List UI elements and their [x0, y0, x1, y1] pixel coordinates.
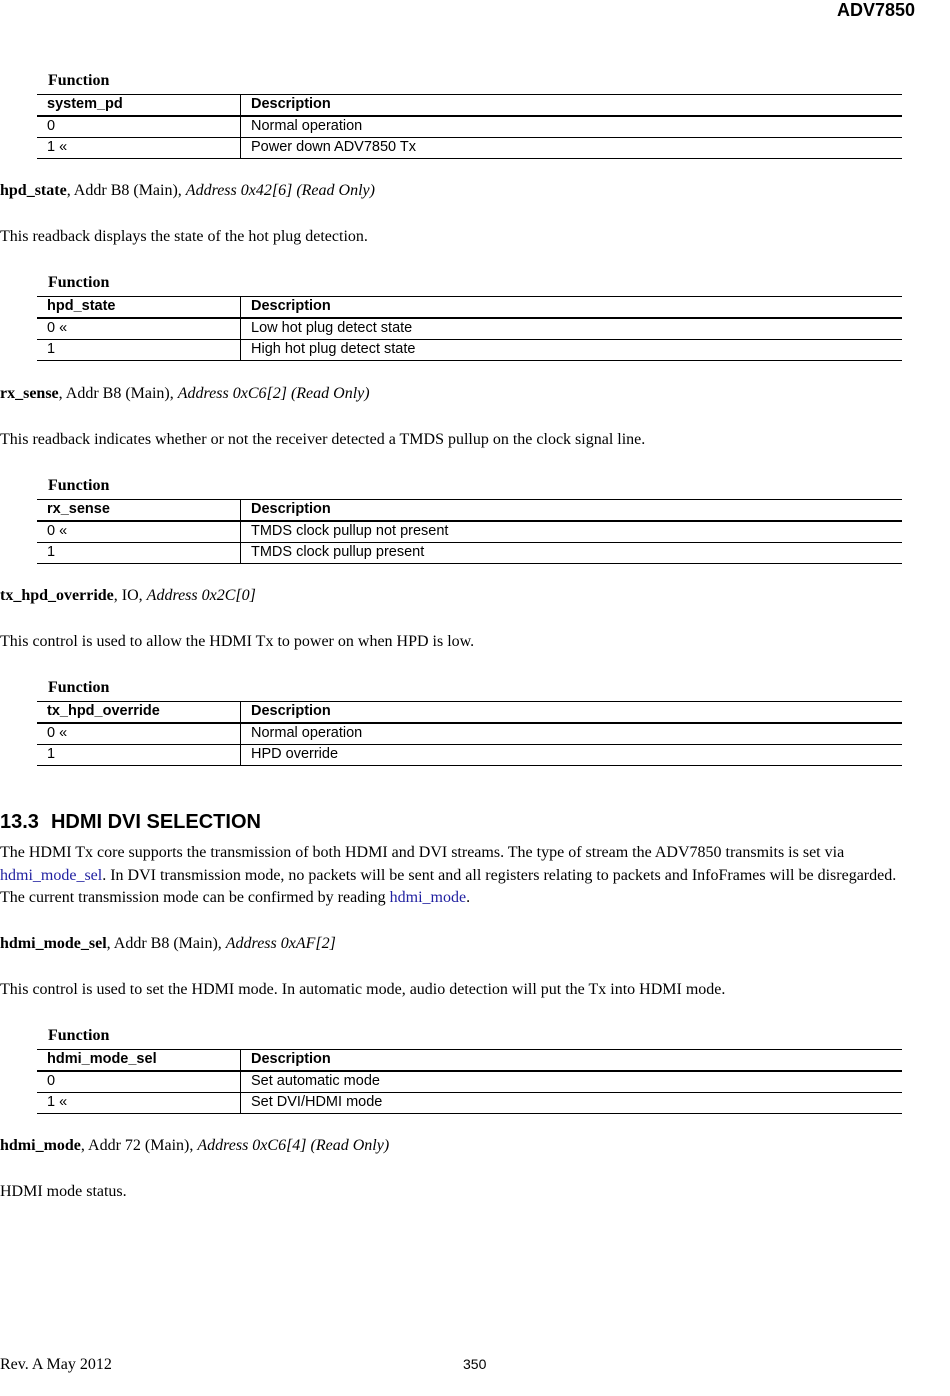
table-row: [37, 1071, 902, 1093]
rx-sense-table: [37, 499, 902, 564]
description-column-header: Description: [241, 1050, 903, 1072]
description-cell: TMDS clock pullup present: [241, 543, 903, 564]
register-column-header: tx_hpd_override: [37, 702, 241, 724]
value-cell: 0 «: [37, 723, 241, 745]
register-location: , Addr B8 (Main),: [58, 385, 178, 402]
description-cell: TMDS clock pullup not present: [241, 521, 903, 543]
description-cell: Normal operation: [241, 723, 903, 745]
hpd-state-table: [37, 296, 902, 361]
table-row: [37, 543, 902, 564]
value-cell: 0 «: [37, 318, 241, 340]
register-description: This control is used to allow the HDMI Tx to power on when HPD is low.: [0, 633, 475, 650]
description-cell: High hot plug detect state: [241, 340, 903, 361]
table-header-row: [37, 1050, 902, 1072]
table-function-label: Function: [48, 274, 110, 291]
paragraph-text: . In DVI transmission mode, no packets will be sent and all registers relating to packets and InfoFrames will be disregarded. The current transmission mode can be confirmed by reading: [0, 866, 897, 906]
paragraph-text: The HDMI Tx core supports the transmission of both HDMI and DVI streams. The type of stream the ADV7850 transmits is set via: [0, 844, 845, 861]
section-heading: [0, 811, 261, 834]
register-column-header: rx_sense: [37, 500, 241, 522]
table-row: [37, 1093, 902, 1114]
description-cell: Low hot plug detect state: [241, 318, 903, 340]
page-number: 350: [463, 1356, 487, 1372]
value-cell: 1: [37, 340, 241, 361]
revision-footer: Rev. A May 2012: [0, 1356, 112, 1373]
table-row: [37, 521, 902, 543]
register-heading-tx-hpd-override: [0, 587, 256, 605]
table-row: [37, 723, 902, 745]
register-name: hpd_state: [0, 182, 67, 199]
register-description: This control is used to set the HDMI mode. In automatic mode, audio detection will put the Tx into HDMI mode.: [0, 981, 726, 998]
table-header-row: [37, 702, 902, 724]
register-name: rx_sense: [0, 385, 59, 402]
register-heading-hdmi-mode-sel: [0, 935, 336, 953]
table-row: [37, 318, 902, 340]
register-heading-hpd-state: [0, 182, 375, 200]
register-description: This readback displays the state of the hot plug detection.: [0, 228, 368, 245]
system-pd-table: [37, 94, 902, 159]
table-row: [37, 340, 902, 361]
description-cell: HPD override: [241, 745, 903, 766]
register-name: tx_hpd_override: [0, 587, 114, 604]
value-cell: 0 «: [37, 521, 241, 543]
table-function-label: Function: [48, 477, 110, 494]
description-column-header: Description: [241, 297, 903, 319]
description-cell: Set automatic mode: [241, 1071, 903, 1093]
value-cell: 1: [37, 543, 241, 564]
description-cell: Set DVI/HDMI mode: [241, 1093, 903, 1114]
value-cell: 0: [37, 1071, 241, 1093]
value-cell: 1: [37, 745, 241, 766]
register-address: Address 0xC6[2] (Read Only): [177, 385, 370, 402]
register-column-header: system_pd: [37, 95, 241, 117]
register-location: , Addr 72 (Main),: [80, 1137, 198, 1154]
hdmi-mode-sel-table: [37, 1049, 902, 1114]
table-function-label: Function: [48, 679, 110, 696]
tx-hpd-override-table: [37, 701, 902, 766]
description-cell: Normal operation: [241, 116, 903, 138]
description-cell: Power down ADV7850 Tx: [241, 138, 903, 159]
register-description: This readback indicates whether or not the receiver detected a TMDS pullup on the clock signal line.: [0, 431, 646, 448]
register-name: hdmi_mode_sel: [0, 935, 107, 952]
register-address: Address 0x42[6] (Read Only): [185, 182, 375, 199]
value-cell: 1 «: [37, 1093, 241, 1114]
register-location: , Addr B8 (Main),: [66, 182, 186, 199]
register-location: , IO,: [113, 587, 147, 604]
section-number: 13.3: [0, 811, 39, 833]
table-header-row: [37, 95, 902, 117]
register-address: Address 0x2C[0]: [146, 587, 256, 604]
table-function-label: Function: [48, 72, 110, 89]
register-description: HDMI mode status.: [0, 1183, 127, 1200]
register-name: hdmi_mode: [0, 1137, 81, 1154]
table-row: [37, 745, 902, 766]
value-cell: 0: [37, 116, 241, 138]
register-address: Address 0xC6[4] (Read Only): [197, 1137, 390, 1154]
register-column-header: hdmi_mode_sel: [37, 1050, 241, 1072]
value-cell: 1 «: [37, 138, 241, 159]
table-header-row: [37, 500, 902, 522]
section-paragraph: [0, 842, 905, 910]
register-heading-hdmi-mode: [0, 1137, 389, 1155]
description-column-header: Description: [241, 500, 903, 522]
section-title: HDMI DVI SELECTION: [50, 811, 261, 833]
table-row: [37, 116, 902, 138]
paragraph-text: .: [466, 889, 471, 906]
register-column-header: hpd_state: [37, 297, 241, 319]
hdmi-mode-link[interactable]: hdmi_mode: [389, 889, 467, 906]
register-location: , Addr B8 (Main),: [106, 935, 226, 952]
document-id: ADV7850: [836, 0, 915, 20]
table-function-label: Function: [48, 1027, 110, 1044]
register-heading-rx-sense: [0, 385, 370, 403]
table-header-row: [37, 297, 902, 319]
description-column-header: Description: [241, 702, 903, 724]
description-column-header: Description: [241, 95, 903, 117]
table-row: [37, 138, 902, 159]
hdmi-mode-sel-link[interactable]: hdmi_mode_sel: [0, 866, 103, 884]
register-address: Address 0xAF[2]: [225, 935, 336, 952]
